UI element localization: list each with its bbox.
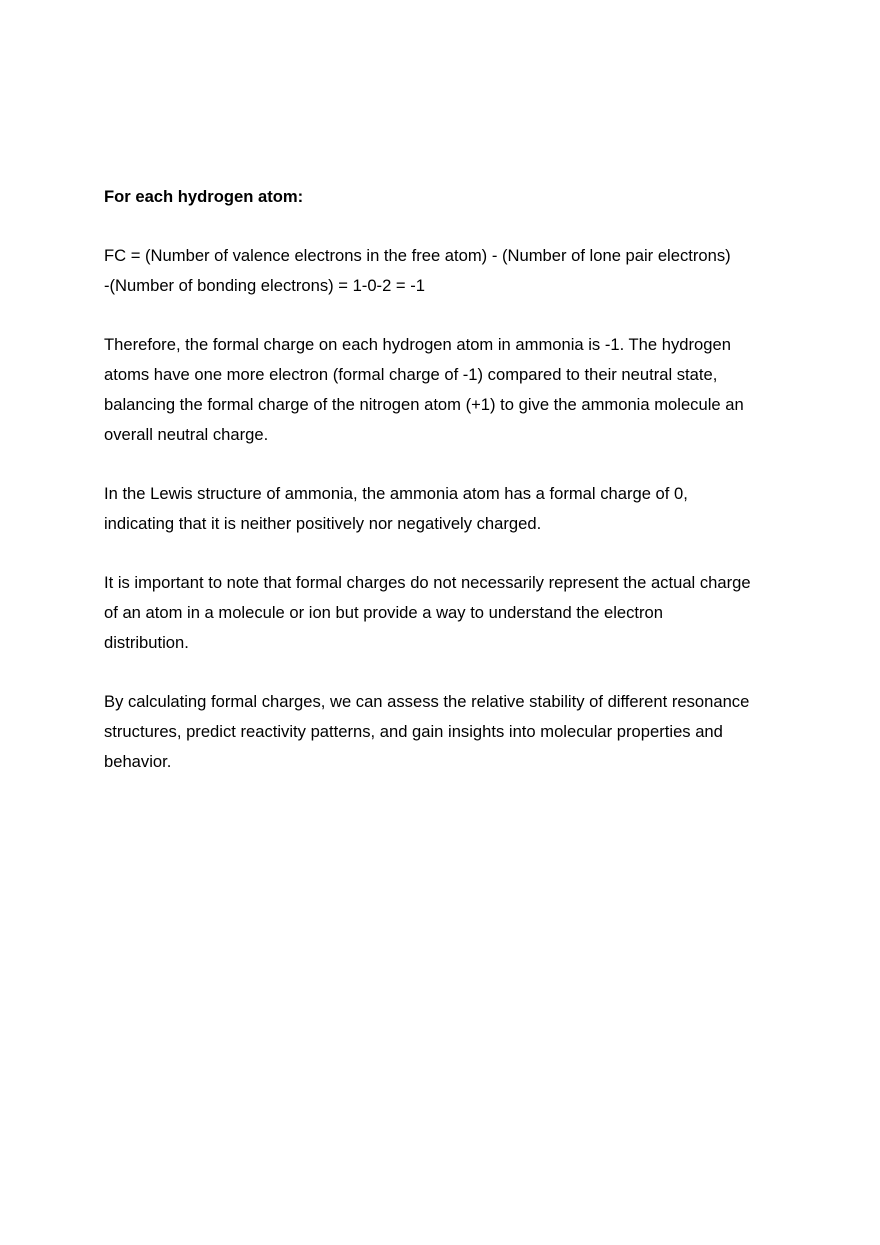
paragraph-line: indicating that it is neither positively nor negatively charged. <box>104 514 542 533</box>
heading-text: For each hydrogen atom: <box>104 187 304 206</box>
lewis-structure-paragraph <box>104 479 794 539</box>
document-body <box>104 182 794 806</box>
paragraph-line: of an atom in a molecule or ion but provide a way to understand the electron <box>104 603 663 622</box>
conclusion-paragraph <box>104 687 794 777</box>
paragraph-line: structures, predict reactivity patterns, and gain insights into molecular properties and <box>104 722 723 741</box>
note-paragraph <box>104 568 794 658</box>
paragraph-line: distribution. <box>104 633 189 652</box>
paragraph-line: In the Lewis structure of ammonia, the ammonia atom has a formal charge of 0, <box>104 484 688 503</box>
paragraph-line: balancing the formal charge of the nitrogen atom (+1) to give the ammonia molecule an <box>104 395 744 414</box>
paragraph-line: It is important to note that formal charges do not necessarily represent the actual charge <box>104 573 751 592</box>
paragraph-line: overall neutral charge. <box>104 425 269 444</box>
formula-line: -(Number of bonding electrons) = 1-0-2 = -1 <box>104 276 425 295</box>
explanation-paragraph <box>104 330 794 450</box>
formula-paragraph <box>104 241 794 301</box>
formula-line: FC = (Number of valence electrons in the free atom) - (Number of lone pair electrons) <box>104 246 731 265</box>
paragraph-line: Therefore, the formal charge on each hydrogen atom in ammonia is -1. The hydrogen <box>104 335 731 354</box>
paragraph-line: atoms have one more electron (formal charge of -1) compared to their neutral state, <box>104 365 718 384</box>
paragraph-line: By calculating formal charges, we can assess the relative stability of different resonance <box>104 692 750 711</box>
paragraph-line: behavior. <box>104 752 172 771</box>
section-heading <box>104 182 794 212</box>
